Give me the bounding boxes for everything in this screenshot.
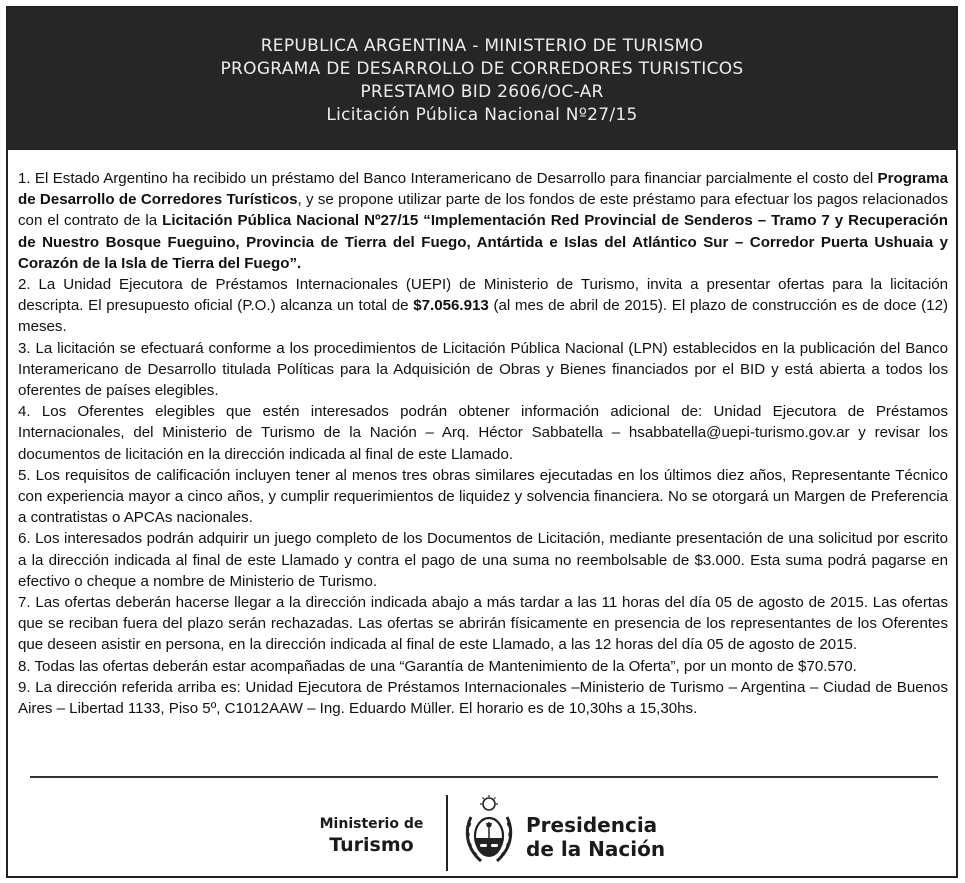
- header-line-tender: Licitación Pública Nacional Nº27/15: [326, 105, 638, 125]
- header-line-ministry: REPUBLICA ARGENTINA - MINISTERIO DE TURISMO: [260, 36, 704, 56]
- paragraph-1: [18, 168, 948, 274]
- ministerio-line1: Ministerio de: [319, 816, 424, 832]
- ministerio-line2: Turismo: [329, 834, 414, 856]
- paragraph-3: 3. La licitación se efectuará conforme a los procedimientos de Licitación Pública Nacional (LPN) establecidos en la publicación del Banco Interamericano de Desarrollo titulada Políticas para la Adquisición de Obras y Bienes financiados por el BID y está abierta a todos los oferentes de países elegibles.: [18, 339, 948, 400]
- paragraph-2: [18, 274, 948, 338]
- p1-program-name: Programa de Desarrollo de Corredores Turísticos: [18, 170, 948, 209]
- argentina-coat-of-arms-icon: [463, 795, 515, 867]
- p1-text-a: 1. El Estado Argentino ha recibido un préstamo del Banco Interamericano de Desarrollo para financiar parcialmente el costo del: [18, 170, 878, 187]
- paragraph-7: 7. Las ofertas deberán hacerse llegar a la dirección indicada abajo a más tardar a las 11 horas del día 05 de agosto de 2015. Las ofertas que se reciban fuera del plazo serán rechazadas. Las ofertas se abrirán físicamente en presencia de los representantes de los Oferentes que deseen asistir en persona, en la dirección indicada al final de este Llamado, a las 12 horas del día 05 de agosto de 2015.: [18, 594, 948, 654]
- notice-header: [8, 8, 956, 150]
- ministerio-logo: [314, 815, 429, 857]
- paragraph-9: 9. La dirección referida arriba es: Unidad Ejecutora de Préstamos Internacionales –Ministerio de Turismo – Argentina – Ciudad de Buenos Aires – Libertad 1133, Piso 5º, C1012AAW – Ing. Eduardo Müller. El horario es de 10,30hs a 15,30hs.: [18, 678, 948, 718]
- p1-tender-title: Licitación Pública Nacional Nº27/15 “Implementación Red Provincial de Senderos – Tramo 7 y Recuperación de Nuestro Bosque Fueguino, Provincia de Tierra del Fuego, Antártida e Islas del Atlántico Sur – Corredor Puerta Ushuaia y Corazón de la Isla de Tierra del Fuego”.: [18, 212, 948, 272]
- presidencia-line2: de la Nación: [526, 837, 666, 861]
- header-line-program: PROGRAMA DE DESARROLLO DE CORREDORES TURISTICOS: [220, 59, 744, 79]
- legal-notice: [6, 6, 958, 878]
- paragraph-6: 6. Los interesados podrán adquirir un juego completo de los Documentos de Licitación, mediante presentación de una solicitud por escrito a la dirección indicada al final de este Llamado y contra el pago de una suma no reembolsable de $3.000. Esta suma podrá pagarse en efectivo o cheque a nombre de Ministerio de Turismo.: [18, 530, 948, 590]
- p2-budget-amount: $7.056.913: [413, 297, 489, 315]
- paragraph-5: 5. Los requisitos de calificación incluyen tener al menos tres obras similares ejecutadas en los últimos diez años, Representante Técnico con experiencia mayor a cinco años, y cumplir requerimientos de liquidez y solvencia financiera. No se otorgará un Margen de Preferencia a contratistas o APCAs nacionales.: [18, 466, 948, 527]
- presidencia-logo: [526, 813, 665, 861]
- p1-text-b: , y se propone utilizar parte de los fondos de este préstamo para efectuar los pagos relacionados con el contrato de la: [18, 191, 948, 230]
- logo-separator: [446, 795, 448, 871]
- p2-text-a: 2. La Unidad Ejecutora de Préstamos Internacionales (UEPI) de Ministerio de Turismo, invita a presentar ofertas para la licitación descripta. El presupuesto oficial (P.O.) alcanza un total de: [18, 276, 948, 315]
- paragraph-4: 4. Los Oferentes elegibles que estén interesados podrán obtener información adicional de: Unidad Ejecutora de Préstamos Internacionales, del Ministerio de Turismo de la Nación – Arq. Héctor Sabbatella – hsabbatella@uepi-turismo.gov.ar y revisar los documentos de licitación en la dirección indicada al final de este Llamado.: [18, 403, 948, 463]
- paragraph-8: 8. Todas las ofertas deberán estar acompañadas de una “Garantía de Mantenimiento de la Oferta”, por un monto de $70.570.: [18, 657, 857, 675]
- presidencia-line1: Presidencia: [526, 813, 658, 837]
- header-line-loan: PRESTAMO BID 2606/OC-AR: [360, 82, 604, 102]
- p2-text-b: (al mes de abril de 2015). El plazo de construcción es de doce (12) meses.: [18, 297, 948, 336]
- footer-divider: [30, 776, 938, 778]
- notice-footer: [8, 783, 956, 878]
- notice-body: [18, 168, 948, 719]
